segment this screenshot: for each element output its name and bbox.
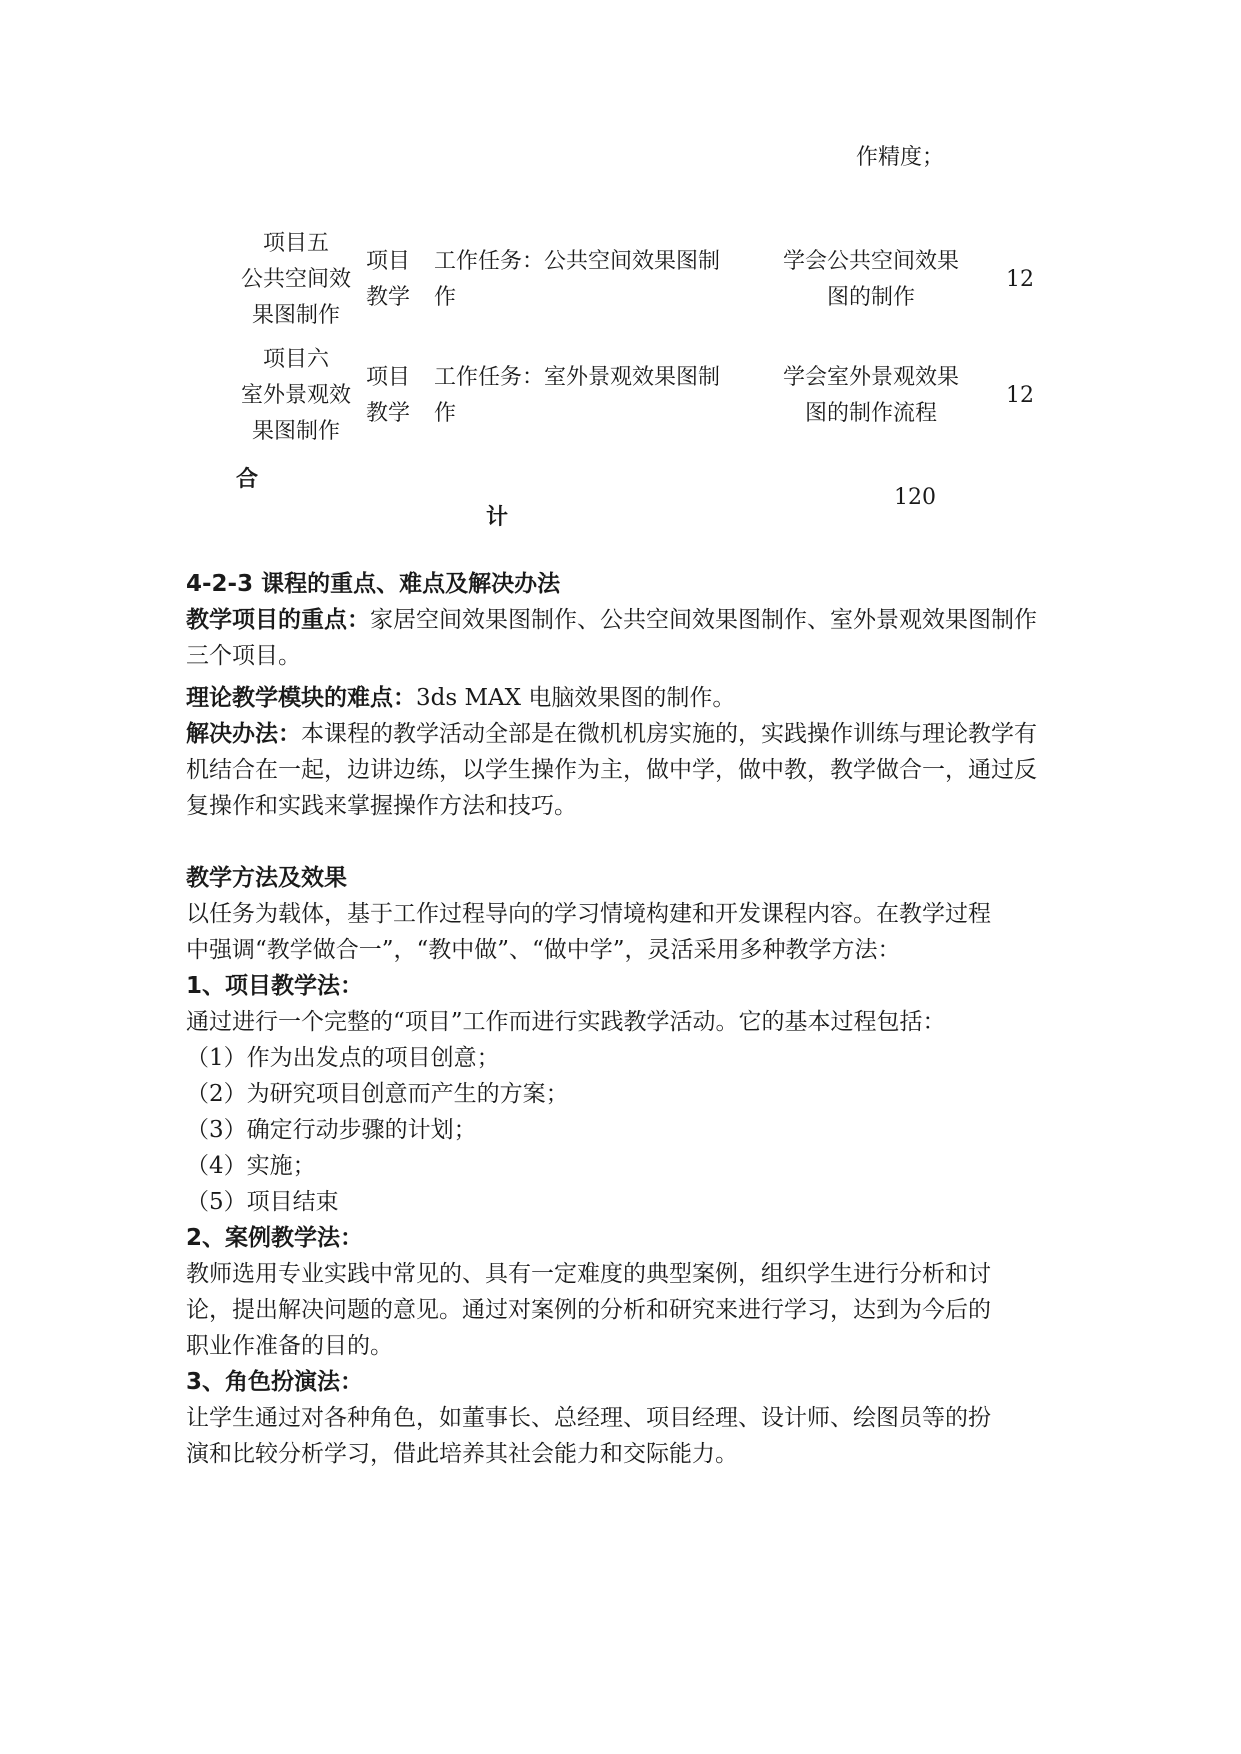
learning-goal-line: 图的制作: [826, 285, 915, 310]
learning-goal-cell: [766, 360, 976, 432]
focus-text: 家居空间效果图制作、公共空间效果图制作、室外景观效果图制作: [370, 607, 1037, 633]
method-3-text-line: 演和比较分析学习，借此培养其社会能力和交际能力。: [186, 1441, 738, 1467]
method-1-step: （5）项目结束: [186, 1189, 339, 1215]
project-name-cell: [226, 226, 366, 334]
work-task-cell: [434, 360, 720, 432]
project-name-line: 室外景观效: [240, 383, 351, 408]
method-2-text-line: 论，提出解决问题的意见。通过对案例的分析和研究来进行学习，达到为今后的: [186, 1297, 991, 1323]
learning-goal-line: 学会公共空间效果: [782, 249, 959, 274]
project-name-cell: [226, 342, 366, 450]
method-1-step: （4）实施；: [186, 1153, 316, 1179]
method-2-text-line: 教师选用专业实践中常见的、具有一定难度的典型案例，组织学生进行分析和讨: [186, 1261, 991, 1287]
method-2-text-line: 职业作准备的目的。: [186, 1333, 393, 1359]
project-name-line: 公共空间效: [240, 267, 351, 292]
project-name-line: 项目六: [262, 347, 329, 372]
teaching-method-cell: [366, 360, 410, 432]
teaching-method-line: 项目: [366, 249, 411, 274]
work-task-cell: [434, 244, 720, 316]
method-1-title: 1、项目教学法：: [186, 973, 364, 999]
solution-label: 解决办法：: [186, 721, 301, 747]
learning-goal-line: 图的制作流程: [804, 401, 937, 426]
method-2-title: 2、案例教学法：: [186, 1225, 364, 1251]
learning-goal-line: 学会室外景观效果: [782, 365, 959, 390]
table-carry-over-text: 作精度；: [856, 145, 945, 170]
methods-intro-line: 以任务为载体，基于工作过程导向的学习情境构建和开发课程内容。在教学过程: [186, 901, 991, 927]
method-1-text: 通过进行一个完整的“项目”工作而进行实践教学活动。它的基本过程包括：: [186, 1009, 946, 1035]
learning-goal-cell: [766, 244, 976, 316]
project-name-line: 项目五: [262, 231, 329, 256]
focus-paragraph-line: [186, 602, 1037, 638]
solution-paragraph-line: [186, 716, 1037, 752]
project-name-line: 果图制作: [251, 419, 340, 444]
project-name-line: 果图制作: [251, 303, 340, 328]
method-3-title: 3、角色扮演法：: [186, 1369, 364, 1395]
difficulty-paragraph: [186, 680, 735, 716]
solution-text: 本课程的教学活动全部是在微机机房实施的，实践操作训练与理论教学有: [301, 721, 1037, 747]
hours-cell: 12: [1006, 383, 1034, 408]
hours-cell: 12: [1006, 267, 1034, 292]
teaching-method-line: 教学: [366, 401, 411, 426]
focus-label: 教学项目的重点：: [186, 607, 370, 633]
method-3-text-line: 让学生通过对各种角色，如董事长、总经理、项目经理、设计师、绘图员等的扮: [186, 1405, 991, 1431]
methods-heading: 教学方法及效果: [186, 865, 347, 891]
work-task-line: 工作任务：室外景观效果图制: [434, 365, 721, 390]
solution-text-line: 机结合在一起，边讲边练，以学生操作为主，做中学，做中教，教学做合一，通过反: [186, 757, 1037, 783]
methods-intro-line: 中强调“教学做合一”，“教中做”、“做中学”，灵活采用多种教学方法：: [186, 937, 901, 963]
section-heading: 4-2-3 课程的重点、难点及解决办法: [186, 571, 561, 597]
solution-text-line: 复操作和实践来掌握操作方法和技巧。: [186, 793, 577, 819]
work-task-line: 工作任务：公共空间效果图制: [434, 249, 721, 274]
difficulty-label: 理论教学模块的难点：: [186, 685, 416, 711]
method-1-step: （3）确定行动步骤的计划；: [186, 1117, 477, 1143]
teaching-method-line: 教学: [366, 285, 411, 310]
total-hours: 120: [894, 485, 936, 510]
total-label-part2: 计: [486, 505, 509, 530]
teaching-method-cell: [366, 244, 410, 316]
work-task-line: 作: [434, 401, 457, 426]
teaching-method-line: 项目: [366, 365, 411, 390]
focus-text-continued: 三个项目。: [186, 643, 301, 669]
method-1-step: （2）为研究项目创意而产生的方案；: [186, 1081, 569, 1107]
method-1-step: （1）作为出发点的项目创意；: [186, 1045, 500, 1071]
total-label-part1: 合: [236, 467, 259, 492]
work-task-line: 作: [434, 285, 457, 310]
difficulty-text: 3ds MAX 电脑效果图的制作。: [416, 685, 736, 711]
